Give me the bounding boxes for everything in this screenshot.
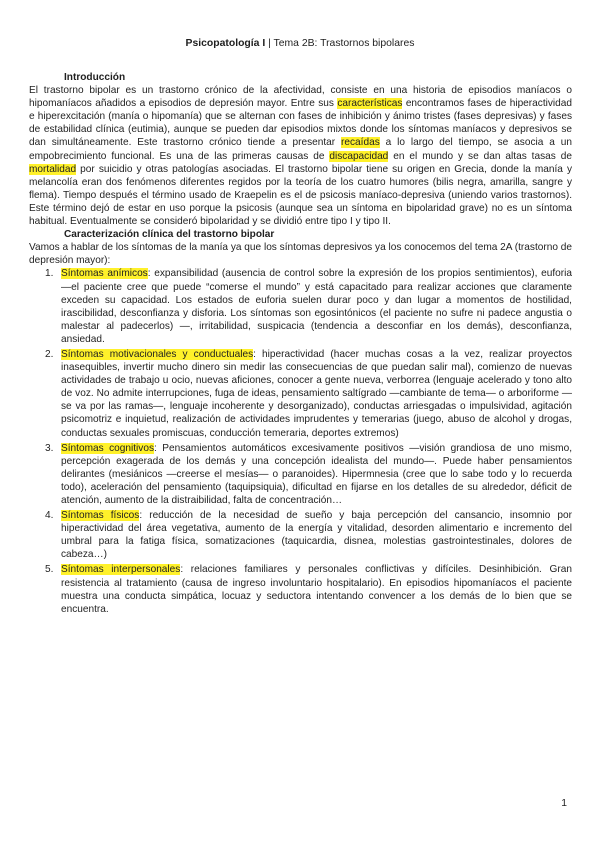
header-subject: Psicopatología I bbox=[185, 38, 266, 49]
clinical-intro: Vamos a hablar de los síntomas de la manía ya que los síntomas depresivos ya los conocemos del tema 2A (trastorno de depresión mayor): bbox=[29, 242, 572, 267]
highlight-item-label: Síntomas motivacionales y conductuales bbox=[61, 348, 254, 360]
item-text: : expansibilidad (ausencia de control sobre la expresión de los propios sentimientos), euforia —el paciente cree que puede “comerse el mundo” y está capacitado para realizar acciones que claramente exceden su capacidad. Los estados de euforia suelen durar poco y dan lugar a momentos de hostilidad, irascibilidad, desconfianza y disforia. Los síntomas son egosintónicos (el paciente no sufre ni padece angustia o malestar al padecerlos) —, irritabilidad, suspicacia (tendencia a desconfiar en los demás), desconfianza, ansiedad. bbox=[61, 268, 572, 345]
header-separator: | bbox=[265, 38, 274, 49]
page-number: 1 bbox=[561, 798, 567, 809]
highlight-item-label: Síntomas cognitivos bbox=[61, 442, 155, 454]
list-number: 1. bbox=[45, 268, 54, 280]
symptom-list bbox=[29, 267, 572, 615]
list-number: 4. bbox=[45, 510, 54, 522]
intro-text-5: por suicidio y otras patologías asociadas. El trastorno bipolar tiene su origen en Grecia, donde la manía y melancolía eran dos fenómenos diferentes regidos por la teoría de los cuatro humores (bilis negra, amarilla, sangre y flema). Tiempo después el término usado de Kraepelin es el de psicosis maníaco-depresiva (uniendo varios trastornos). Este término dejó de estar en uso porque la psicosis (aunque sea un síntoma en bipolaridad grave) no es un síntoma habitual. Eventualmente se consideró bipolaridad y se dividió entre tipo I y tipo II. bbox=[29, 163, 572, 228]
intro-text-2: encontramos fases de hiperactividad e hiperexcitación (manía o hipomanía) que se alternan con fases de inhibición y ánimo tristes (fases depresivas) y fases de estabilidad clínica (eutimia), aunque se pueden dar episodios mixtos donde los síntomas maníacos y depresivos se dan simultáneamente. Este trastorno crónico tiende a presentar bbox=[29, 98, 572, 149]
clinical-heading: Caracterización clínica del trastorno bipolar bbox=[64, 229, 275, 241]
intro-heading: Introducción bbox=[64, 72, 126, 83]
list-item bbox=[29, 442, 572, 507]
intro-text-4: en el mundo y se dan altas tasas de bbox=[388, 150, 572, 162]
page-header bbox=[0, 37, 600, 50]
highlight-mortalidad: mortalidad bbox=[29, 163, 77, 175]
list-number: 5. bbox=[45, 564, 54, 576]
list-item bbox=[29, 348, 572, 440]
intro-paragraph bbox=[29, 84, 572, 228]
highlight-item-label: Síntomas físicos bbox=[61, 510, 140, 522]
intro-text-3: a lo largo del tiempo, se asocia a un empobrecimiento funcional. Es una de las primeras causas de bbox=[29, 137, 572, 162]
header-topic: Tema 2B: Trastornos bipolares bbox=[273, 38, 415, 49]
document-body bbox=[29, 71, 572, 618]
item-text: : relaciones familiares y personales conflictivas y difíciles. Desinhibición. Gran resistencia al tratamiento (causa de ingreso involuntario hospitalario). En episodios hipomaníacos el paciente muestra una conducta simpática, locuaz y seductora intentando convencer a los demás de lo bien que se encuentra. bbox=[61, 564, 572, 615]
list-item bbox=[29, 267, 572, 346]
highlight-caracteristicas: características bbox=[337, 98, 403, 110]
item-text: : Pensamientos automáticos excesivamente positivos —visión grandiosa de uno mismo, percepción exagerada de los demás y una concepción idealista del mundo—. Puede haber pensamientos delirantes (mesiánicos —creerse el mesías— o paranoides). Hipermnesia (cree que lo sabe todo y lo recuerda todo), aceleración del pensamiento (taquipsiquia), dificultad en fijarse en los detalles de su alrededor, déficit de atención, aumento de la distraibilidad, falta de concentración… bbox=[61, 442, 572, 506]
list-item bbox=[29, 563, 572, 615]
list-number: 2. bbox=[45, 348, 54, 360]
item-text: : hiperactividad (hacer muchas cosas a la vez, realizar proyectos inasequibles, invertir mucho dinero sin medir las consecuencias de que puedan salir mal), comienzo de nuevas actividades de trabajo u ocio, nuevas aficiones, conocer a gente nueva, verborrea (lenguaje acelerado y tono alto de voz. No admite interrupciones, fuga de ideas, pensamiento saltígrado —cambiante de tema— o arboriforme —se va por las ramas—, lenguaje incoherente y desorganizado), conductas arriesgadas o impulsividad, agitación psicomotriz e inquietud, realización de actividades imprudentes y temerarias (juego, abuso de alcohol y drogas, conductas sexuales promiscuas, conducción temeraria, deportes extremos) bbox=[61, 348, 572, 439]
highlight-item-label: Síntomas anímicos bbox=[61, 268, 148, 280]
highlight-recaidas: recaídas bbox=[341, 137, 380, 149]
highlight-discapacidad: discapacidad bbox=[329, 150, 389, 162]
list-number: 3. bbox=[45, 442, 54, 454]
item-text: : reducción de la necesidad de sueño y baja percepción del cansancio, insomnio por hiperactividad del área vegetativa, aumento de la energía y vitalidad, desorden alimentario e incremento del umbral para la fatiga física, somatizaciones (taquicardia, disnea, molestias gastrointestinales, dolores de cabeza…) bbox=[61, 510, 572, 561]
highlight-item-label: Síntomas interpersonales bbox=[61, 564, 181, 576]
list-item bbox=[29, 509, 572, 561]
intro-text-1: El trastorno bipolar es un trastorno crónico de la afectividad, consiste en una historia de episodios maníacos o hipomaníacos añadidos a episodios de depresión mayor. Entre sus bbox=[29, 85, 572, 110]
